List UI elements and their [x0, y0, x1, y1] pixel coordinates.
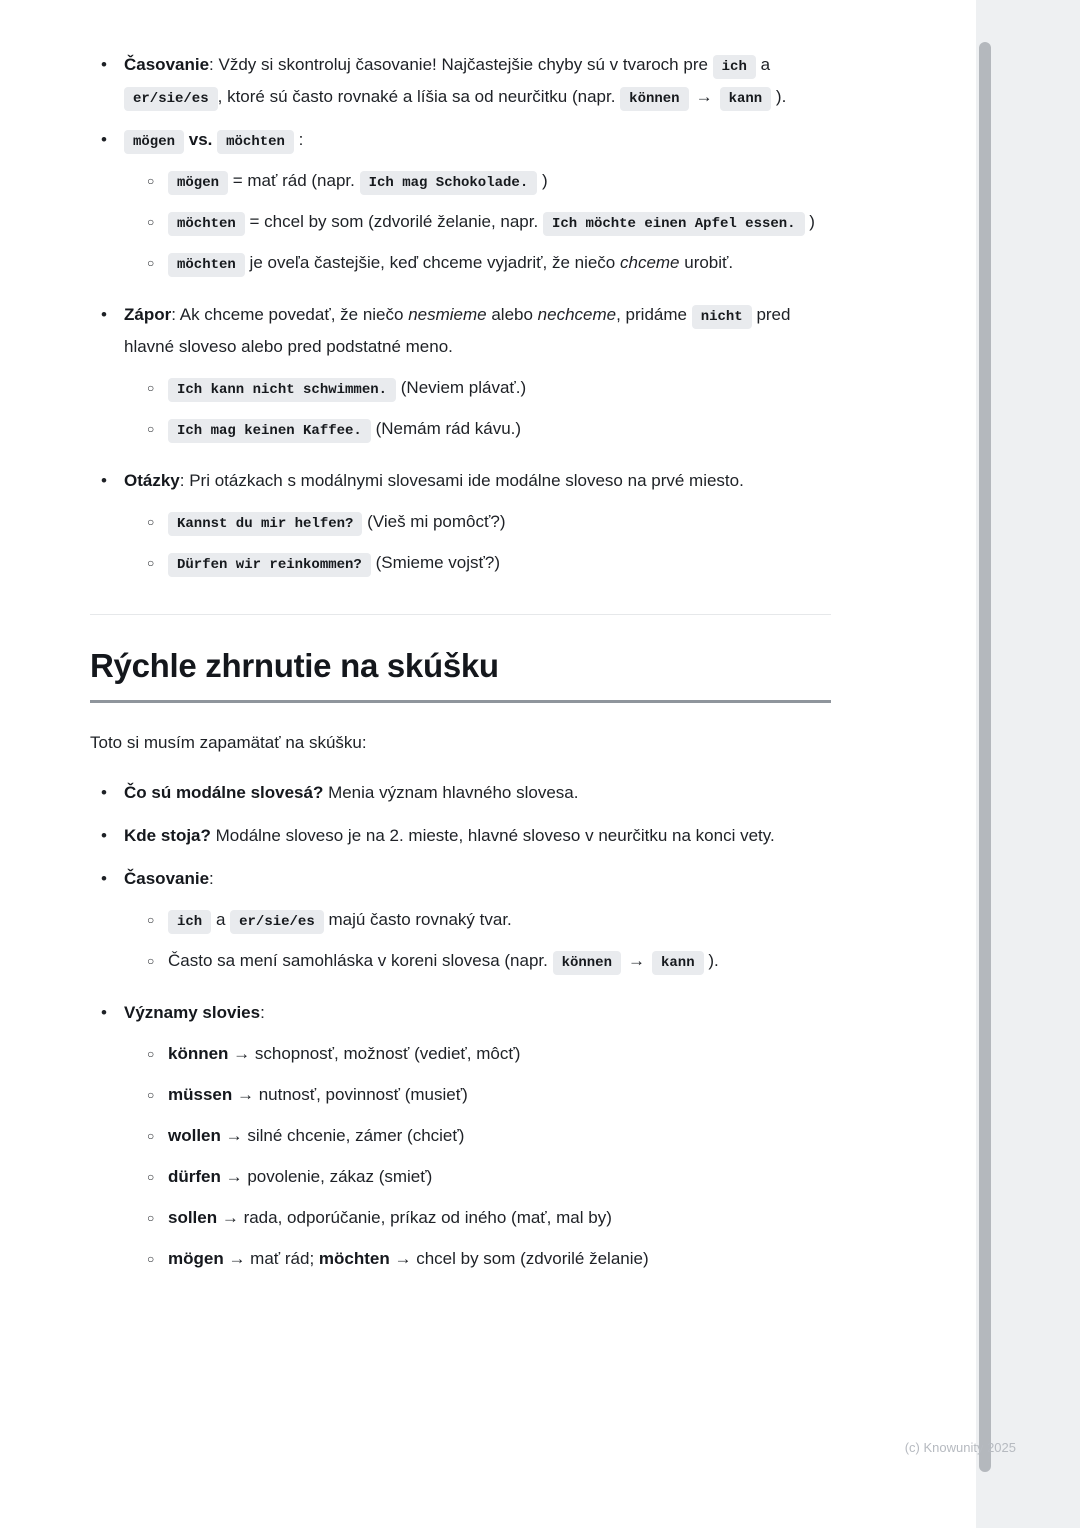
code-chip: Ich kann nicht schwimmen.: [168, 378, 396, 402]
circle-icon: ○: [147, 954, 155, 968]
list-item-text: Často sa mení samohláska v koreni slovesa (napr. können → kann ).: [168, 945, 831, 977]
circle-icon: ○: [147, 515, 155, 529]
code-chip: kann: [720, 87, 772, 111]
italic-text: nechceme: [537, 305, 617, 324]
bullet-list: [90, 777, 831, 1284]
bold-text: Otázky: [124, 471, 180, 490]
list-item: [134, 506, 831, 538]
watermark: (c) Knowunity 2025: [904, 1440, 1016, 1455]
arrow-icon: →: [695, 87, 713, 106]
bold-text: wollen: [168, 1126, 221, 1145]
bullet-list: [134, 506, 831, 579]
bold-text: können: [168, 1044, 229, 1063]
bold-text: Kde stoja?: [124, 826, 211, 845]
circle-icon: ○: [147, 913, 155, 927]
list-item-text: ich a er/sie/es majú často rovnaký tvar.: [168, 904, 831, 936]
bullet-list: [134, 372, 831, 445]
circle-icon: ○: [147, 1047, 155, 1061]
list-item-text: Časovanie: Vždy si skontroluj časovanie! Najčastejšie chyby sú v tvaroch pre ich a er/sie/es , ktoré sú často rovnaké a líšia sa od neurčitku (napr. können → kann ).: [124, 49, 831, 113]
bold-text: Významy slovies: [124, 1003, 261, 1022]
list-item: [90, 863, 831, 986]
list-item: [134, 1202, 831, 1234]
bold-text: Časovanie: [124, 55, 210, 74]
list-item-text: möchten = chcel by som (zdvorilé želanie, napr. Ich möchte einen Apfel essen. ): [168, 206, 831, 238]
bold-text: mögen: [168, 1249, 224, 1268]
list-item: [134, 1079, 831, 1111]
italic-text: nesmieme: [408, 305, 487, 324]
list-item-text: sollen → rada, odporúčanie, príkaz od iného (mať, mal by): [168, 1208, 612, 1227]
circle-icon: ○: [147, 1088, 155, 1102]
list-item-text: Otázky: Pri otázkach s modálnymi slovesami ide modálne sloveso na prvé miesto. ○ Kannst du mir helfen? (Vieš mi pomôcť?) ○ Dürfen wir reinkommen? (Smieme vojsť?): [124, 465, 831, 588]
circle-icon: ○: [147, 215, 155, 229]
bullet-list: [134, 904, 831, 977]
circle-icon: ○: [147, 1252, 155, 1266]
list-item-text: Zápor: Ak chceme povedať, že niečo nesmieme alebo nechceme, pridáme nicht pred hlavné sloveso alebo pred podstatné meno. ○ Ich kann nicht schwimmen. (Neviem plávať.) ○ Ich mag keinen Kaffee. (Nemám rád kávu.): [124, 299, 831, 454]
code-chip: nicht: [692, 305, 752, 329]
bullet-list: [134, 1038, 831, 1275]
right-gutter: [976, 0, 1080, 1528]
list-item: [90, 997, 831, 1284]
list-item-text: können → schopnosť, možnosť (vedieť, môcť): [168, 1044, 521, 1063]
bullet-icon: •: [101, 783, 107, 802]
code-chip: möchten: [168, 253, 245, 277]
bold-text: sollen: [168, 1208, 218, 1227]
circle-icon: ○: [147, 1211, 155, 1225]
list-item: [134, 206, 831, 238]
circle-icon: ○: [147, 556, 155, 570]
bullet-icon: •: [101, 1003, 107, 1022]
code-chip: Ich mag keinen Kaffee.: [168, 419, 371, 443]
circle-icon: ○: [147, 381, 155, 395]
circle-icon: ○: [147, 174, 155, 188]
list-item-text: Kannst du mir helfen? (Vieš mi pomôcť?): [168, 506, 831, 538]
list-item: [134, 1038, 831, 1070]
list-item: [90, 465, 831, 588]
list-item: [134, 165, 831, 197]
list-item: [134, 1120, 831, 1152]
section-divider: [90, 614, 831, 615]
list-item: [134, 413, 831, 445]
list-item-text: Čo sú modálne slovesá? Menia význam hlavného slovesa.: [124, 783, 579, 802]
list-item-text: Časovanie: ○ ich a er/sie/es majú často rovnaký tvar. ○ Často sa mení samohláska v koreni slovesa (napr. können → kann ).: [124, 863, 831, 986]
code-chip: Ich möchte einen Apfel essen.: [543, 212, 805, 236]
code-chip: mögen: [124, 130, 184, 154]
list-item: [90, 49, 831, 113]
bold-text: müssen: [168, 1085, 233, 1104]
code-chip: er/sie/es: [230, 910, 324, 934]
italic-text: chceme: [619, 253, 680, 272]
list-item-text: Kde stoja? Modálne sloveso je na 2. mieste, hlavné sloveso v neurčitku na konci vety.: [124, 826, 775, 845]
list-item-text: müssen → nutnosť, povinnosť (musieť): [168, 1085, 468, 1104]
list-item: [134, 1161, 831, 1193]
code-chip: können: [620, 87, 688, 111]
bold-text: vs.: [188, 130, 213, 149]
code-chip: ich: [713, 55, 756, 79]
list-item: [134, 904, 831, 936]
bullet-icon: •: [101, 55, 107, 74]
circle-icon: ○: [147, 1170, 155, 1184]
bold-text: Časovanie: [124, 869, 210, 888]
list-item-text: mögen → mať rád; möchten → chcel by som (zdvorilé želanie): [168, 1249, 649, 1268]
list-item-text: Ich mag keinen Kaffee. (Nemám rád kávu.): [168, 413, 831, 445]
paragraph: Toto si musím zapamätať na skúšku:: [90, 733, 367, 752]
list-item-text: Dürfen wir reinkommen? (Smieme vojsť?): [168, 547, 831, 579]
list-item-text: mögen = mať rád (napr. Ich mag Schokolade. ): [168, 165, 831, 197]
bullet-icon: •: [101, 826, 107, 845]
section-heading: Rýchle zhrnutie na skúšku: [90, 625, 831, 703]
code-chip: können: [553, 951, 621, 975]
list-item: [134, 945, 831, 977]
code-chip: mögen: [168, 171, 228, 195]
code-chip: Dürfen wir reinkommen?: [168, 553, 371, 577]
bold-text: Zápor: [124, 305, 172, 324]
bullet-icon: •: [101, 471, 107, 490]
arrow-icon: →: [628, 951, 645, 970]
code-chip: Ich mag Schokolade.: [360, 171, 538, 195]
code-chip: kann: [652, 951, 704, 975]
list-item-text: wollen → silné chcenie, zámer (chcieť): [168, 1126, 465, 1145]
list-item: [90, 124, 831, 288]
list-item-text: mögen vs. möchten : ○ mögen = mať rád (napr. Ich mag Schokolade. ) ○ möchten = chcel by som (zdvorilé želanie, napr. Ich möchte einen Apfel essen. ) ○ möchten je oveľa častejšie, keď chceme vyjadriť, že niečo chceme urobiť.: [124, 124, 831, 288]
scrollbar[interactable]: [979, 42, 991, 1472]
bullet-icon: •: [101, 869, 107, 888]
list-item: [134, 547, 831, 579]
list-item: [134, 247, 831, 279]
code-chip: er/sie/es: [124, 87, 218, 111]
bullet-list: [90, 49, 831, 588]
code-chip: Kannst du mir helfen?: [168, 512, 362, 536]
list-item-text: möchten je oveľa častejšie, keď chceme vyjadriť, že niečo chceme urobiť.: [168, 247, 831, 279]
list-item: [134, 1243, 831, 1275]
list-item: [90, 820, 831, 852]
list-item: [90, 777, 831, 809]
code-chip: ich: [168, 910, 211, 934]
code-chip: möchten: [217, 130, 294, 154]
bold-text: möchten: [318, 1249, 390, 1268]
bullet-list: [134, 165, 831, 279]
list-item-text: Významy slovies: ○ können → schopnosť, možnosť (vedieť, môcť) ○ müssen → nutnosť, povinnosť (musieť) ○ wollen → silné chcenie, zámer (chcieť) ○ dürfen → povolenie, zákaz (smieť) ○ sollen → rada, odporúčanie, príkaz od iného (mať, mal by) ○ mögen → mať rád; möchten → chcel by som (zdvorilé želanie): [124, 997, 831, 1284]
code-chip: möchten: [168, 212, 245, 236]
list-item: [134, 372, 831, 404]
circle-icon: ○: [147, 1129, 155, 1143]
bullet-icon: •: [101, 130, 107, 149]
list-item-text: Ich kann nicht schwimmen. (Neviem plávať.): [168, 372, 831, 404]
list-item: [90, 299, 831, 454]
circle-icon: ○: [147, 422, 155, 436]
bullet-icon: •: [101, 305, 107, 324]
bold-text: Čo sú modálne slovesá?: [124, 783, 324, 802]
bold-text: dürfen: [168, 1167, 221, 1186]
circle-icon: ○: [147, 256, 155, 270]
list-item-text: dürfen → povolenie, zákaz (smieť): [168, 1167, 433, 1186]
